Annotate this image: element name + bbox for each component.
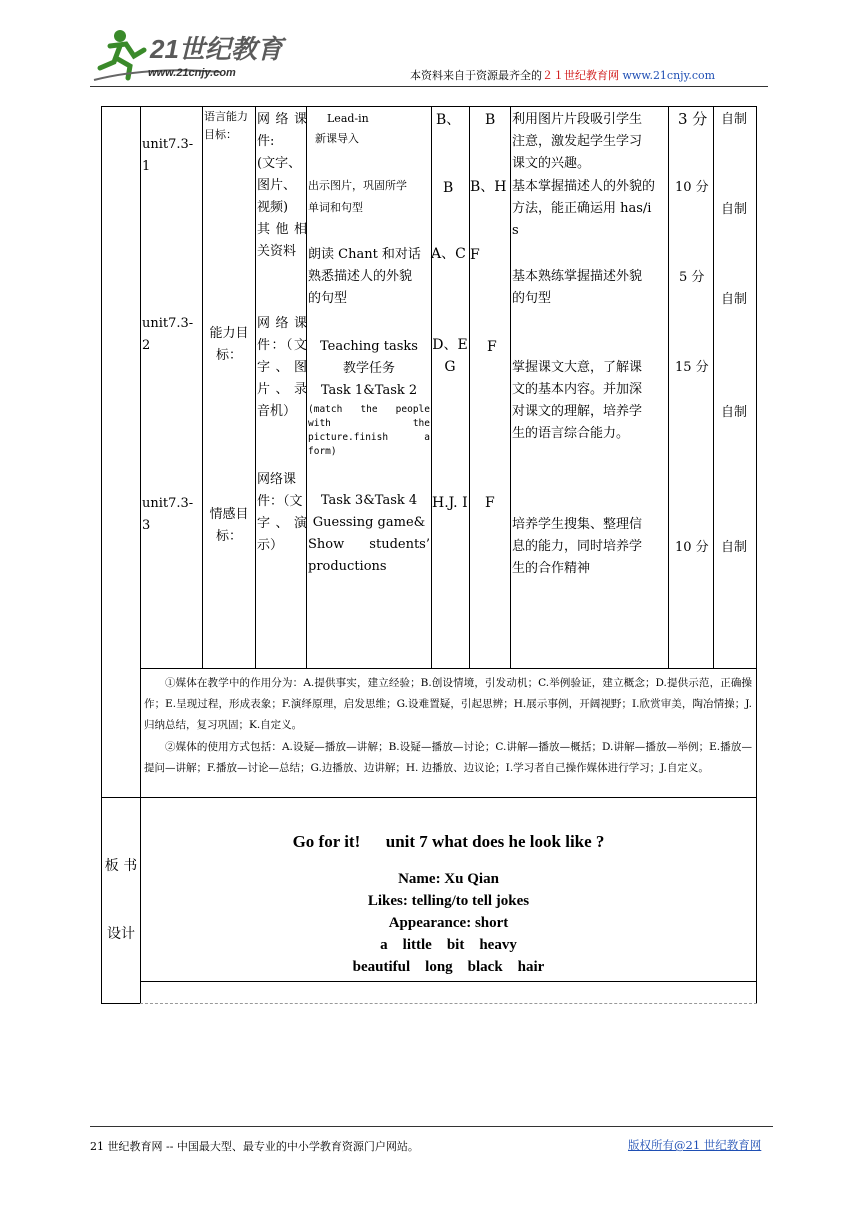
method-1c: F	[470, 247, 480, 263]
source-1c: 自制	[721, 292, 748, 307]
role-1c: A、C	[431, 246, 466, 262]
role-2: D、E G	[432, 337, 468, 375]
footer-slogan: 21 世纪教育网 -- 中国最大型、最专业的中小学教育资源门户网站。	[90, 1140, 419, 1153]
site-logo	[90, 22, 290, 84]
unit-label-2: unit7.3-2	[142, 316, 194, 353]
svg-text:21世纪教育: 21世纪教育	[150, 34, 283, 64]
time-1c: 5 分	[679, 270, 705, 285]
col-divider-9	[713, 106, 714, 668]
col-divider-2	[202, 106, 203, 668]
board-line-hair: beautiful long black hair	[352, 959, 545, 975]
content-teaching-tasks: Teaching tasks 教学任务 Task 1&Task 2	[320, 339, 418, 398]
purpose-1c: 基本熟练掌握描述外貌 的句型	[512, 269, 643, 306]
source-2: 自制	[721, 405, 748, 420]
tagline-prefix: 本资料来自于资源最齐全的	[410, 69, 542, 82]
time-1b: 10 分	[675, 180, 709, 195]
goal-ability: 能力目标：	[209, 326, 249, 363]
unit-label-1: unit7.3-1	[142, 137, 194, 174]
source-3: 自制	[721, 540, 748, 555]
content-chant: 朗读 Chant 和对话 熟悉描述人的外貌 的句型	[308, 247, 421, 306]
media-usage-note: ②媒体的使用方式包括：A.设疑—播放—讲解；B.设疑—播放—讨论；C.讲解—播放—概括；D.讲解—播放—举例；E.播放—提问—讲解；F.播放—讨论—总结；G.边播放、边讲解；H. 边播放、边议论；I.学习者自己操作媒体进行学习；J.自定义。	[144, 741, 752, 774]
method-1b: B、H	[470, 179, 507, 195]
col-divider-3	[255, 106, 256, 668]
footer-divider	[90, 1126, 773, 1127]
purpose-1b: 基本掌握描述人的外貌的 方法，能正确运用 has/i s	[512, 179, 656, 238]
col-divider-7	[510, 106, 511, 668]
table-border-bottom	[101, 1003, 140, 1004]
method-3: F	[485, 495, 495, 511]
media-3: 网络课 件：（文 字、演 示）	[257, 472, 307, 553]
footer-copyright-link[interactable]: 版权所有@21 世纪教育网	[628, 1138, 762, 1152]
board-line-likes: Likes: telling/to tell jokes	[367, 893, 530, 909]
runner-logo-icon	[90, 22, 290, 84]
role-1b: B	[443, 180, 454, 196]
content-task-3-4: Task 3&Task 4 Guessing game& Show students’ productions	[308, 493, 430, 574]
method-1a: B	[485, 112, 496, 128]
content-pictures: 出示图片，巩固所学 单词和句型	[308, 179, 407, 214]
header-tagline	[410, 67, 715, 83]
board-label-top: 板 书	[104, 858, 138, 874]
board-line-appearance: Appearance: short	[388, 915, 509, 931]
tagline-url-link[interactable]: www.21cnjy.com	[622, 69, 716, 82]
board-title: Go for it! unit 7 what does he look like ?	[292, 832, 605, 851]
svg-text:www.21cnjy.com: www.21cnjy.com	[148, 67, 236, 79]
media-role-note: ①媒体在教学中的作用分为：A.提供事实，建立经验；B.创设情境，引发动机；C.举例验证，建立概念；D.提供示范，正确操作；E.呈现过程，形成表象；F.演绎原理，启发思维；G.设难置疑，引起思辨；H.展示事例，开阔视野；I.欣赏审美，陶冶情操；J.归纳总结，复习巩固；K.自定义。	[144, 677, 752, 731]
purpose-3: 培养学生搜集、整理信 息的能力，同时培养学 生的合作精神	[512, 517, 643, 576]
source-1b: 自制	[721, 202, 748, 217]
purpose-1a: 利用图片片段吸引学生 注意，激发起学生学习 课文的兴趣。	[512, 112, 643, 171]
dashed-bottom-line	[140, 1003, 757, 1004]
goal-language: 语言能力目标：	[204, 110, 248, 141]
time-1a: 3 分	[678, 110, 708, 128]
method-2: F	[487, 339, 497, 355]
time-2: 15 分	[675, 360, 709, 375]
time-3: 10 分	[675, 540, 709, 555]
board-line-heavy: a little bit heavy	[380, 937, 517, 953]
source-1a: 自制	[721, 112, 748, 127]
board-content	[140, 868, 757, 978]
content-task-detail: (match the people with the picture.finish a form)	[308, 404, 430, 457]
unit-label-3: unit7.3-3	[142, 496, 194, 533]
row-divider-board-bottom	[140, 981, 757, 982]
col-divider-5	[431, 106, 432, 668]
content-lead-in: Lead-in 新课导入	[315, 112, 369, 145]
table-border-top	[101, 106, 757, 107]
media-2: 网络课 件：（文 字、图 片、录 音机）	[257, 316, 307, 419]
media-1: 网络课 件: (文字、 图片、 视频) 其他相 关资料	[257, 112, 307, 259]
board-line-name: Name: Xu Qian	[398, 871, 499, 887]
role-1a: B、	[436, 112, 461, 128]
tagline-brand: ２１世纪教育网	[542, 69, 619, 82]
purpose-2: 掌握课文大意，了解课 文的基本内容。并加深 对课文的理解，培养学 生的语言综合能力。	[512, 360, 643, 441]
role-3: H.J. I	[432, 495, 468, 511]
board-label-bottom: 设计	[107, 926, 135, 942]
header-divider	[90, 86, 768, 87]
row-divider-notes	[140, 668, 757, 669]
row-divider-board	[101, 797, 757, 798]
goal-emotion: 情感目标：	[209, 507, 249, 544]
